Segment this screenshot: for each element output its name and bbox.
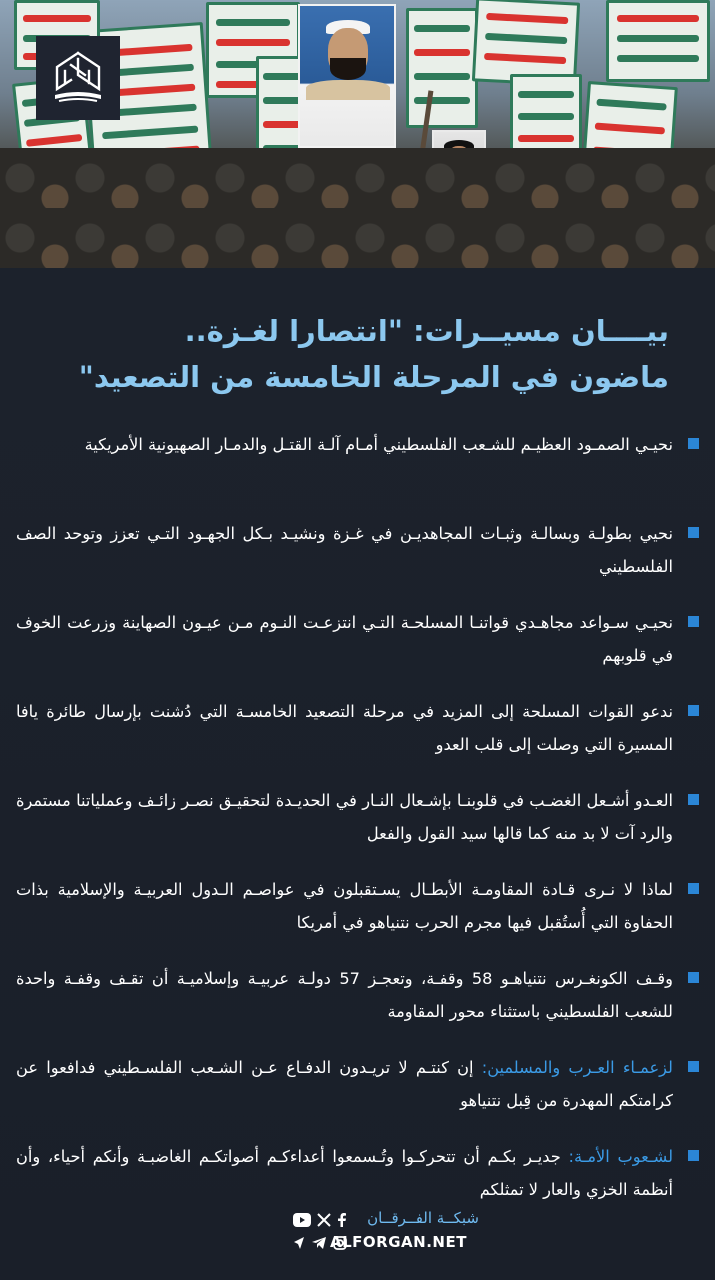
list-item xyxy=(16,695,699,761)
title-line-2: ماضون في المرحلة الخامسة من التصعيد" xyxy=(78,360,669,394)
bullet-square-icon xyxy=(688,794,699,805)
item-text: نحيـي سـواعد مجاهـدي قواتنـا المسلحـة التـي انتزعـت النـوم مـن عيـون الصهاينة وزرعت الخوف في قلوبهم xyxy=(16,613,673,665)
list-item xyxy=(16,873,699,939)
alforqan-logo xyxy=(36,36,120,120)
alforqan-logo-icon xyxy=(51,49,105,107)
crowd xyxy=(0,148,715,268)
youtube-icon[interactable] xyxy=(293,1213,311,1227)
facebook-icon[interactable] xyxy=(337,1213,347,1227)
item-text: العـدو أشـعل الغضـب في قلوبنـا بإشـعال النـار في الحديـدة لتحقيـق نصـر زائـف وعملياتنا مستمرة والرد آت لا بد منه كما قالها سيد القول والفعل xyxy=(16,791,673,843)
website-link[interactable]: ALFORGAN.NET xyxy=(330,1233,467,1251)
bullet-square-icon xyxy=(688,1061,699,1072)
item-text: إن كنتـم لا تريـدون الدفـاع عـن الشـعب الفلسـطيني فدافعوا عن كرامتكم المهدرة من قِبل نتنياهو xyxy=(16,1058,673,1110)
list-item xyxy=(16,784,699,850)
bullet-square-icon xyxy=(688,883,699,894)
bullet-square-icon xyxy=(688,616,699,627)
item-text: نحيـي الصمـود العظيـم للشـعب الفلسطيني أمـام آلـة القتـل والدمـار الصهيونية الأمريكية xyxy=(84,435,673,454)
bullet-square-icon xyxy=(688,705,699,716)
statement-list xyxy=(16,428,699,1229)
list-item xyxy=(16,428,699,494)
bullet-square-icon xyxy=(688,527,699,538)
hero-photo xyxy=(0,0,715,268)
statement-panel xyxy=(0,268,715,1280)
leader-portrait xyxy=(298,4,396,148)
telegram-icon[interactable] xyxy=(311,1236,327,1250)
item-lead: لزعمـاء العـرب والمسلمين: xyxy=(481,1058,673,1077)
statement-title xyxy=(29,308,669,400)
title-line-1: بيــــان مسيــرات: "انتصارا لغـزة.. xyxy=(184,314,669,348)
list-item xyxy=(16,517,699,583)
bullet-square-icon xyxy=(688,438,699,449)
item-text: نحيي بطولـة وبسالـة وثبـات المجاهديـن في غـزة ونشيـد بـكل الجهـود التـي تعزز وتوحد الصف الفلسطيني xyxy=(16,524,673,576)
item-text: جديـر بكـم أن تتحركـوا وتُـسمعوا أعداءكـم أصواتكـم الغاضبـة وأنكم أحياء، وأن أنظمة الخزي والعار لا تمثلكم xyxy=(16,1147,673,1199)
item-lead: لشـعوب الأمـة: xyxy=(568,1147,673,1166)
list-item xyxy=(16,1051,699,1117)
bullet-square-icon xyxy=(688,972,699,983)
social-icons-row-1 xyxy=(293,1213,347,1227)
item-text: ندعو القوات المسلحة إلى المزيد في مرحلة التصعيد الخامسـة التي دُشنت بإرسال طائرة يافا المسيرة التي وصلت إلى قلب العدو xyxy=(16,702,673,754)
protest-sign xyxy=(406,8,478,128)
list-item xyxy=(16,606,699,672)
x-icon[interactable] xyxy=(317,1213,331,1227)
bullet-square-icon xyxy=(688,1150,699,1161)
list-item xyxy=(16,962,699,1028)
item-text: وقـف الكونغـرس نتنياهـو 58 وقفـة، وتعجـز 57 دولـة عربيـة وإسلاميـة أن تقـف وقفـة واحدة للشعب الفلسطيني باستثناء محور المقاومة xyxy=(16,969,673,1021)
list-item xyxy=(16,1140,699,1206)
network-name: شبكــة الفــرقــان xyxy=(367,1209,479,1227)
protest-sign xyxy=(606,0,710,82)
item-text: لماذا لا نـرى قـادة المقاومـة الأبطـال يسـتقبلون في عواصـم الـدول العربيـة والإسلامية بذات الحفاوة التي أُستُقبل فيها مجرم الحرب نتنياهو في أمريكا xyxy=(16,880,673,932)
cursor-icon[interactable] xyxy=(293,1236,305,1250)
